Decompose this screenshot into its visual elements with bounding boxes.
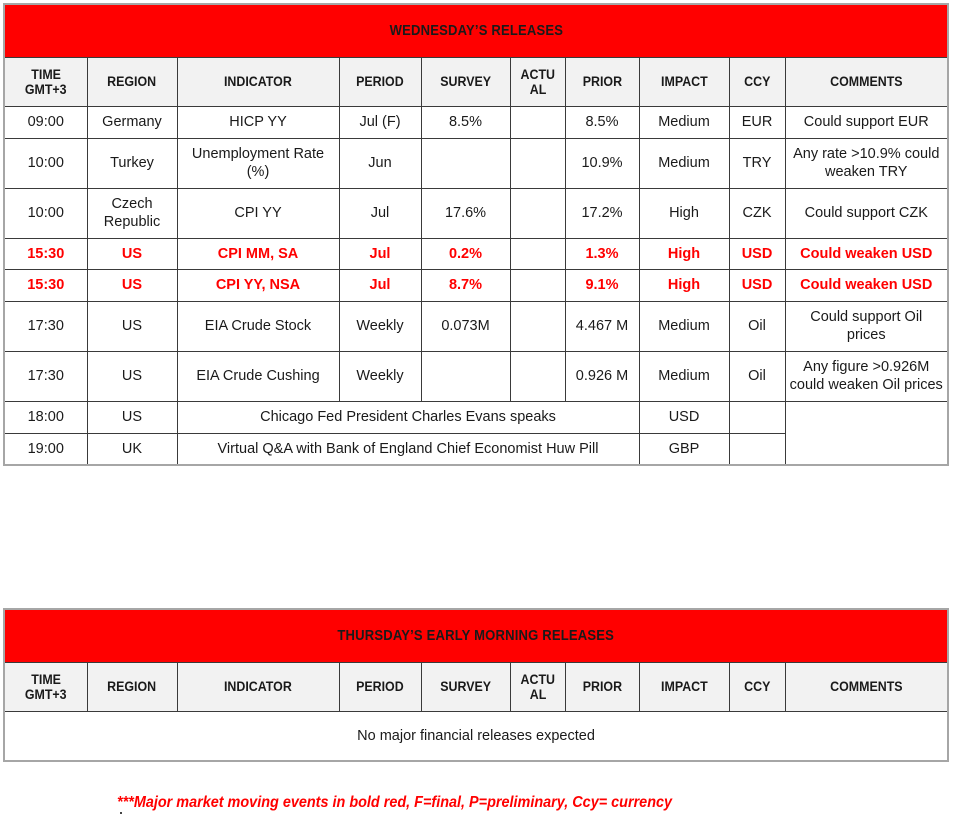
- cell-ccy: TRY: [729, 138, 785, 188]
- thursday-banner-text: THURSDAY’S EARLY MORNING RELEASES: [337, 627, 615, 644]
- cell-comments: Any figure >0.926M could weaken Oil prices: [785, 351, 948, 401]
- table-row-highlighted: [4, 238, 948, 270]
- cell-time: 15:30: [4, 270, 87, 302]
- stray-dot: [120, 812, 122, 814]
- col-header-impact-label: IMPACT: [660, 74, 708, 90]
- col-header-comments-label: COMMENTS: [830, 74, 903, 90]
- cell-ccy: USD: [729, 238, 785, 270]
- cell-actual: [510, 270, 565, 302]
- col-header-impact: [639, 663, 729, 712]
- cell-comments: Any rate >10.9% could weaken TRY: [785, 138, 948, 188]
- col-header-period-label: PERIOD: [356, 74, 404, 90]
- cell-event-description: Chicago Fed President Charles Evans speaks: [177, 402, 639, 434]
- col-header-indicator: [177, 58, 339, 107]
- cell-prior: 8.5%: [565, 107, 639, 139]
- cell-indicator: EIA Crude Stock: [177, 301, 339, 351]
- cell-actual: [510, 138, 565, 188]
- cell-actual: [510, 238, 565, 270]
- cell-actual: [510, 351, 565, 401]
- wednesday-releases-table: [3, 3, 949, 466]
- cell-region: US: [87, 270, 177, 302]
- footnote-text: ***Major market moving events in bold red, F=final, P=preliminary, Ccy= currency: [117, 794, 673, 811]
- cell-survey: [421, 138, 510, 188]
- cell-indicator: EIA Crude Cushing: [177, 351, 339, 401]
- cell-ccy: CZK: [729, 188, 785, 238]
- col-header-survey: [421, 663, 510, 712]
- col-header-indicator-label: INDICATOR: [224, 679, 292, 695]
- table-row-highlighted: [4, 270, 948, 302]
- cell-impact: Medium: [639, 351, 729, 401]
- cell-impact: High: [639, 238, 729, 270]
- cell-prior: 1.3%: [565, 238, 639, 270]
- col-header-actual-line2: AL: [529, 687, 546, 702]
- col-header-survey: [421, 58, 510, 107]
- cell-region: Turkey: [87, 138, 177, 188]
- col-header-actual-line1: ACTU: [520, 671, 555, 687]
- header-row: [4, 58, 948, 107]
- cell-impact: Medium: [639, 301, 729, 351]
- col-header-region-label: REGION: [107, 74, 157, 90]
- cell-comments: Could support EUR: [785, 107, 948, 139]
- cell-actual: [510, 107, 565, 139]
- table-row-empty-state: [4, 712, 948, 762]
- col-header-region: [87, 663, 177, 712]
- col-header-prior: [565, 663, 639, 712]
- cell-survey: 8.5%: [421, 107, 510, 139]
- col-header-ccy-label: CCY: [743, 74, 771, 90]
- footnote: [117, 794, 714, 812]
- col-header-survey-label: SURVEY: [440, 679, 491, 695]
- col-header-ccy: [729, 663, 785, 712]
- thursday-banner-title: [4, 609, 948, 663]
- col-header-indicator-label: INDICATOR: [224, 74, 292, 90]
- col-header-comments: [785, 58, 948, 107]
- table-row-speaker: [4, 402, 948, 434]
- col-header-actual-line2: AL: [529, 82, 546, 97]
- cell-comments: Could weaken USD: [785, 238, 948, 270]
- col-header-prior: [565, 58, 639, 107]
- col-header-time: [4, 663, 87, 712]
- col-header-prior-label: PRIOR: [582, 74, 622, 90]
- col-header-region-label: REGION: [107, 679, 157, 695]
- table-row: [4, 301, 948, 351]
- col-header-prior-label: PRIOR: [582, 679, 622, 695]
- col-header-actual: [510, 58, 565, 107]
- cell-comments: Could support Oil prices: [785, 301, 948, 351]
- cell-prior: 17.2%: [565, 188, 639, 238]
- col-header-indicator: [177, 663, 339, 712]
- banner-row: [4, 4, 948, 58]
- cell-region: Germany: [87, 107, 177, 139]
- col-header-survey-label: SURVEY: [440, 74, 491, 90]
- cell-period: Jul: [339, 270, 421, 302]
- cell-survey: [421, 351, 510, 401]
- col-header-time-line2: GMT+3: [24, 82, 67, 97]
- cell-period: Weekly: [339, 301, 421, 351]
- cell-period: Jul: [339, 238, 421, 270]
- table-row-speaker: [4, 433, 948, 465]
- col-header-actual-line1: ACTU: [520, 66, 555, 82]
- col-header-comments: [785, 663, 948, 712]
- col-header-region: [87, 58, 177, 107]
- cell-indicator: CPI YY: [177, 188, 339, 238]
- cell-actual: [510, 188, 565, 238]
- empty-state-message: No major financial releases expected: [4, 712, 948, 762]
- cell-ccy: Oil: [729, 351, 785, 401]
- cell-region: US: [87, 402, 177, 434]
- cell-period: Jun: [339, 138, 421, 188]
- table-row: [4, 138, 948, 188]
- table-row: [4, 188, 948, 238]
- cell-period: Jul (F): [339, 107, 421, 139]
- cell-time: 09:00: [4, 107, 87, 139]
- thursday-releases-table: [3, 608, 949, 762]
- cell-survey: 8.7%: [421, 270, 510, 302]
- cell-ccy: USD: [639, 402, 729, 434]
- cell-period: Jul: [339, 188, 421, 238]
- cell-survey: 0.073M: [421, 301, 510, 351]
- cell-indicator: CPI YY, NSA: [177, 270, 339, 302]
- cell-region: UK: [87, 433, 177, 465]
- cell-indicator: CPI MM, SA: [177, 238, 339, 270]
- col-header-actual: [510, 663, 565, 712]
- cell-ccy: Oil: [729, 301, 785, 351]
- cell-time: 19:00: [4, 433, 87, 465]
- cell-indicator: Unemployment Rate (%): [177, 138, 339, 188]
- cell-ccy: EUR: [729, 107, 785, 139]
- col-header-period-label: PERIOD: [356, 679, 404, 695]
- table-row: [4, 107, 948, 139]
- col-header-ccy: [729, 58, 785, 107]
- cell-time: 10:00: [4, 188, 87, 238]
- cell-time: 15:30: [4, 238, 87, 270]
- cell-prior: 4.467 M: [565, 301, 639, 351]
- cell-actual: [510, 301, 565, 351]
- col-header-time: [4, 58, 87, 107]
- col-header-period: [339, 58, 421, 107]
- cell-comments: [729, 402, 785, 434]
- cell-period: Weekly: [339, 351, 421, 401]
- header-row: [4, 663, 948, 712]
- cell-time: 17:30: [4, 351, 87, 401]
- col-header-comments-label: COMMENTS: [830, 679, 903, 695]
- banner-row: [4, 609, 948, 663]
- cell-prior: 0.926 M: [565, 351, 639, 401]
- cell-prior: 10.9%: [565, 138, 639, 188]
- cell-impact: Medium: [639, 107, 729, 139]
- cell-impact: High: [639, 188, 729, 238]
- cell-impact: Medium: [639, 138, 729, 188]
- table-row: [4, 351, 948, 401]
- col-header-time-line1: TIME: [30, 66, 61, 82]
- cell-ccy: USD: [729, 270, 785, 302]
- cell-comments: [729, 433, 785, 465]
- cell-event-description: Virtual Q&A with Bank of England Chief Economist Huw Pill: [177, 433, 639, 465]
- cell-region: US: [87, 301, 177, 351]
- col-header-time-line2: GMT+3: [24, 687, 67, 702]
- col-header-impact-label: IMPACT: [660, 679, 708, 695]
- col-header-ccy-label: CCY: [743, 679, 771, 695]
- cell-ccy: GBP: [639, 433, 729, 465]
- cell-indicator: HICP YY: [177, 107, 339, 139]
- col-header-time-line1: TIME: [30, 671, 61, 687]
- cell-impact: High: [639, 270, 729, 302]
- cell-time: 17:30: [4, 301, 87, 351]
- cell-time: 10:00: [4, 138, 87, 188]
- cell-survey: 17.6%: [421, 188, 510, 238]
- cell-survey: 0.2%: [421, 238, 510, 270]
- cell-comments: Could weaken USD: [785, 270, 948, 302]
- cell-region: US: [87, 351, 177, 401]
- wednesday-banner-title: [4, 4, 948, 58]
- cell-region: US: [87, 238, 177, 270]
- cell-prior: 9.1%: [565, 270, 639, 302]
- cell-region: Czech Republic: [87, 188, 177, 238]
- col-header-impact: [639, 58, 729, 107]
- col-header-period: [339, 663, 421, 712]
- cell-comments: Could support CZK: [785, 188, 948, 238]
- wednesday-banner-text: WEDNESDAY’S RELEASES: [389, 22, 563, 39]
- cell-time: 18:00: [4, 402, 87, 434]
